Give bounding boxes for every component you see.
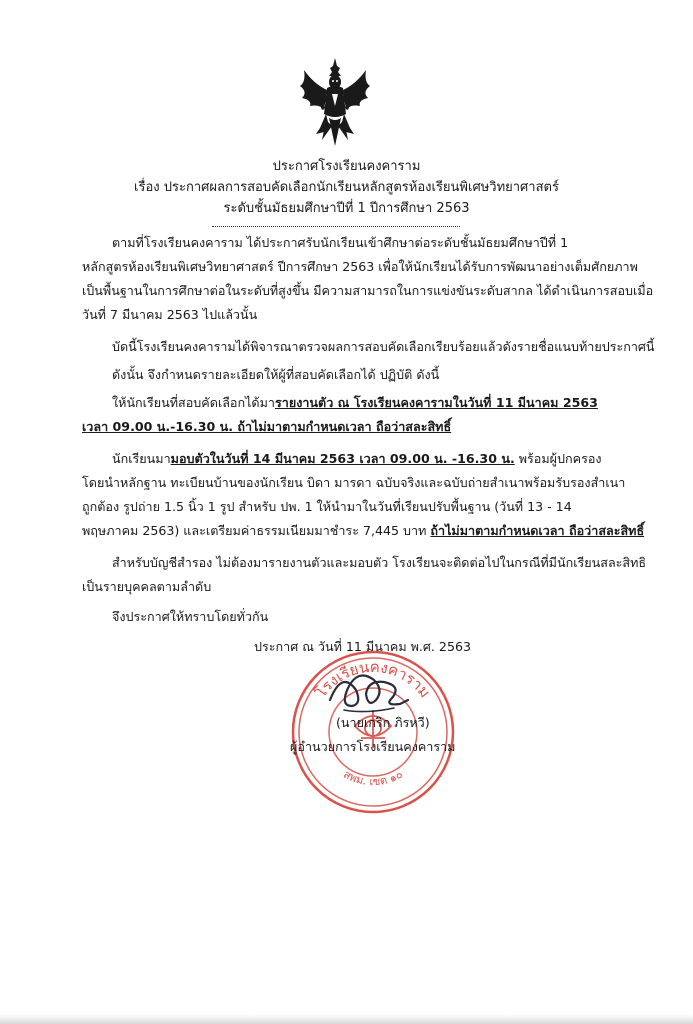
closing-text: จึงประกาศให้ทราบโดยทั่วกัน <box>112 609 269 624</box>
p5-line-4 <box>82 520 644 542</box>
p5-line-2: โดยนำหลักฐาน ทะเบียนบ้านของนักเรียน บิดา มารดา ฉบับจริงและฉบับถ่ายสำเนาพร้อมรับรองสำเนา <box>82 475 626 490</box>
header-divider <box>212 226 460 227</box>
p3-text: ดังนั้น จึงกำหนดรายละเอียดให้ผู้ที่สอบคัดเลือกได้ ปฏิบัติ ดังนี้ <box>112 367 440 382</box>
p2-text: บัดนี้โรงเรียนคงคารามได้พิจารณาตรวจผลการสอบคัดเลือกเรียบร้อยแล้วดังรายชื่อแนบท้ายประกาศนี้ <box>112 339 655 354</box>
p6-line-1: สำหรับบัญชีสำรอง ไม่ต้องมารายงานตัวและมอบตัว โรงเรียนจะติดต่อไปในกรณีที่มีนักเรียนสละสิทธิ <box>112 555 647 570</box>
seal-text-bottom: สพม. เขต ๑๐ <box>341 767 405 789</box>
p1-line-2: หลักสูตรห้องเรียนพิเศษวิทยาศาสตร์ ปีการศึกษา 2563 เพื่อให้นักเรียนได้รับการพัฒนาอย่างเต็มศักยภาพ <box>82 259 638 274</box>
p4-report-time: เวลา 09.00 น.-16.30 น. ถ้าไม่มาตามกำหนดเวลา ถือว่าสละสิทธิ์ <box>82 419 452 434</box>
p5-line-1-post: พร้อมผู้ปกครอง <box>514 451 602 466</box>
p5-line-1 <box>112 448 602 470</box>
p4-report-date: รายงานตัว ณ โรงเรียนคงคารามในวันที่ 11 มีนาคม 2563 <box>275 395 598 410</box>
page-bottom-edge <box>0 1014 693 1024</box>
signer-name: (นายเกริก ภิรหวี) <box>336 715 430 730</box>
p5-deadline-note: ถ้าไม่มาตามกำหนดเวลา ถือว่าสละสิทธิ์ <box>430 523 645 538</box>
p1-line-4: วันที่ 7 มีนาคม 2563 ไปแล้วนั้น <box>82 307 258 322</box>
announcement-title: ประกาศโรงเรียนคงคาราม <box>272 159 421 174</box>
garuda-emblem-icon <box>296 56 374 148</box>
handwritten-signature <box>322 660 412 720</box>
announcement-subject: เรื่อง ประกาศผลการสอบคัดเลือกนักเรียนหลักสูตรห้องเรียนพิเศษวิทยาศาสตร์ <box>134 180 559 195</box>
announcement-level: ระดับชั้นมัธยมศึกษาปีที่ 1 ปีการศึกษา 2563 <box>223 201 470 216</box>
p5-enroll-date: มอบตัวในวันที่ 14 มีนาคม 2563 เวลา 09.00 น. -16.30 น. <box>170 451 515 466</box>
svg-text:สพม. เขต ๑๐ <box>341 768 405 789</box>
p4-line-2 <box>82 416 451 438</box>
p4-line-1 <box>112 392 598 414</box>
p5-line-1-pre: นักเรียนมา <box>112 451 171 466</box>
p4-line-1-pre: ให้นักเรียนที่สอบคัดเลือกได้มา <box>112 395 275 410</box>
signer-position: ผู้อำนวยการโรงเรียนคงคาราม <box>290 739 456 754</box>
p5-line-4-pre: พฤษภาคม 2563) และเตรียมค่าธรรมเนียมมาชำระ 7,445 บาท <box>82 523 431 538</box>
p1-line-1: ตามที่โรงเรียนคงคาราม ได้ประกาศรับนักเรียนเข้าศึกษาต่อระดับชั้นมัธยมศึกษาปีที่ 1 <box>112 235 569 250</box>
p1-line-3: เป็นพื้นฐานในการศึกษาต่อในระดับที่สูงขึ้น มีความสามารถในการแข่งขันระดับสากล ได้ดำเนินการสอบเมื่อ <box>82 283 654 298</box>
announcement-header <box>0 156 693 219</box>
p5-line-3: ถูกต้อง รูปถ่าย 1.5 นิ้ว 1 รูป สำหรับ ปพ. 1 ให้นำมาในวันที่เรียนปรับพื้นฐาน (วันที่ 13 - 14 <box>82 499 572 514</box>
announcement-date: ประกาศ ณ วันที่ 11 มีนาคม พ.ศ. 2563 <box>254 639 471 654</box>
seal-text-top: โรงเรียนคงคาราม <box>311 657 435 702</box>
p6-line-2: เป็นรายบุคคลตามลำดับ <box>82 579 212 594</box>
